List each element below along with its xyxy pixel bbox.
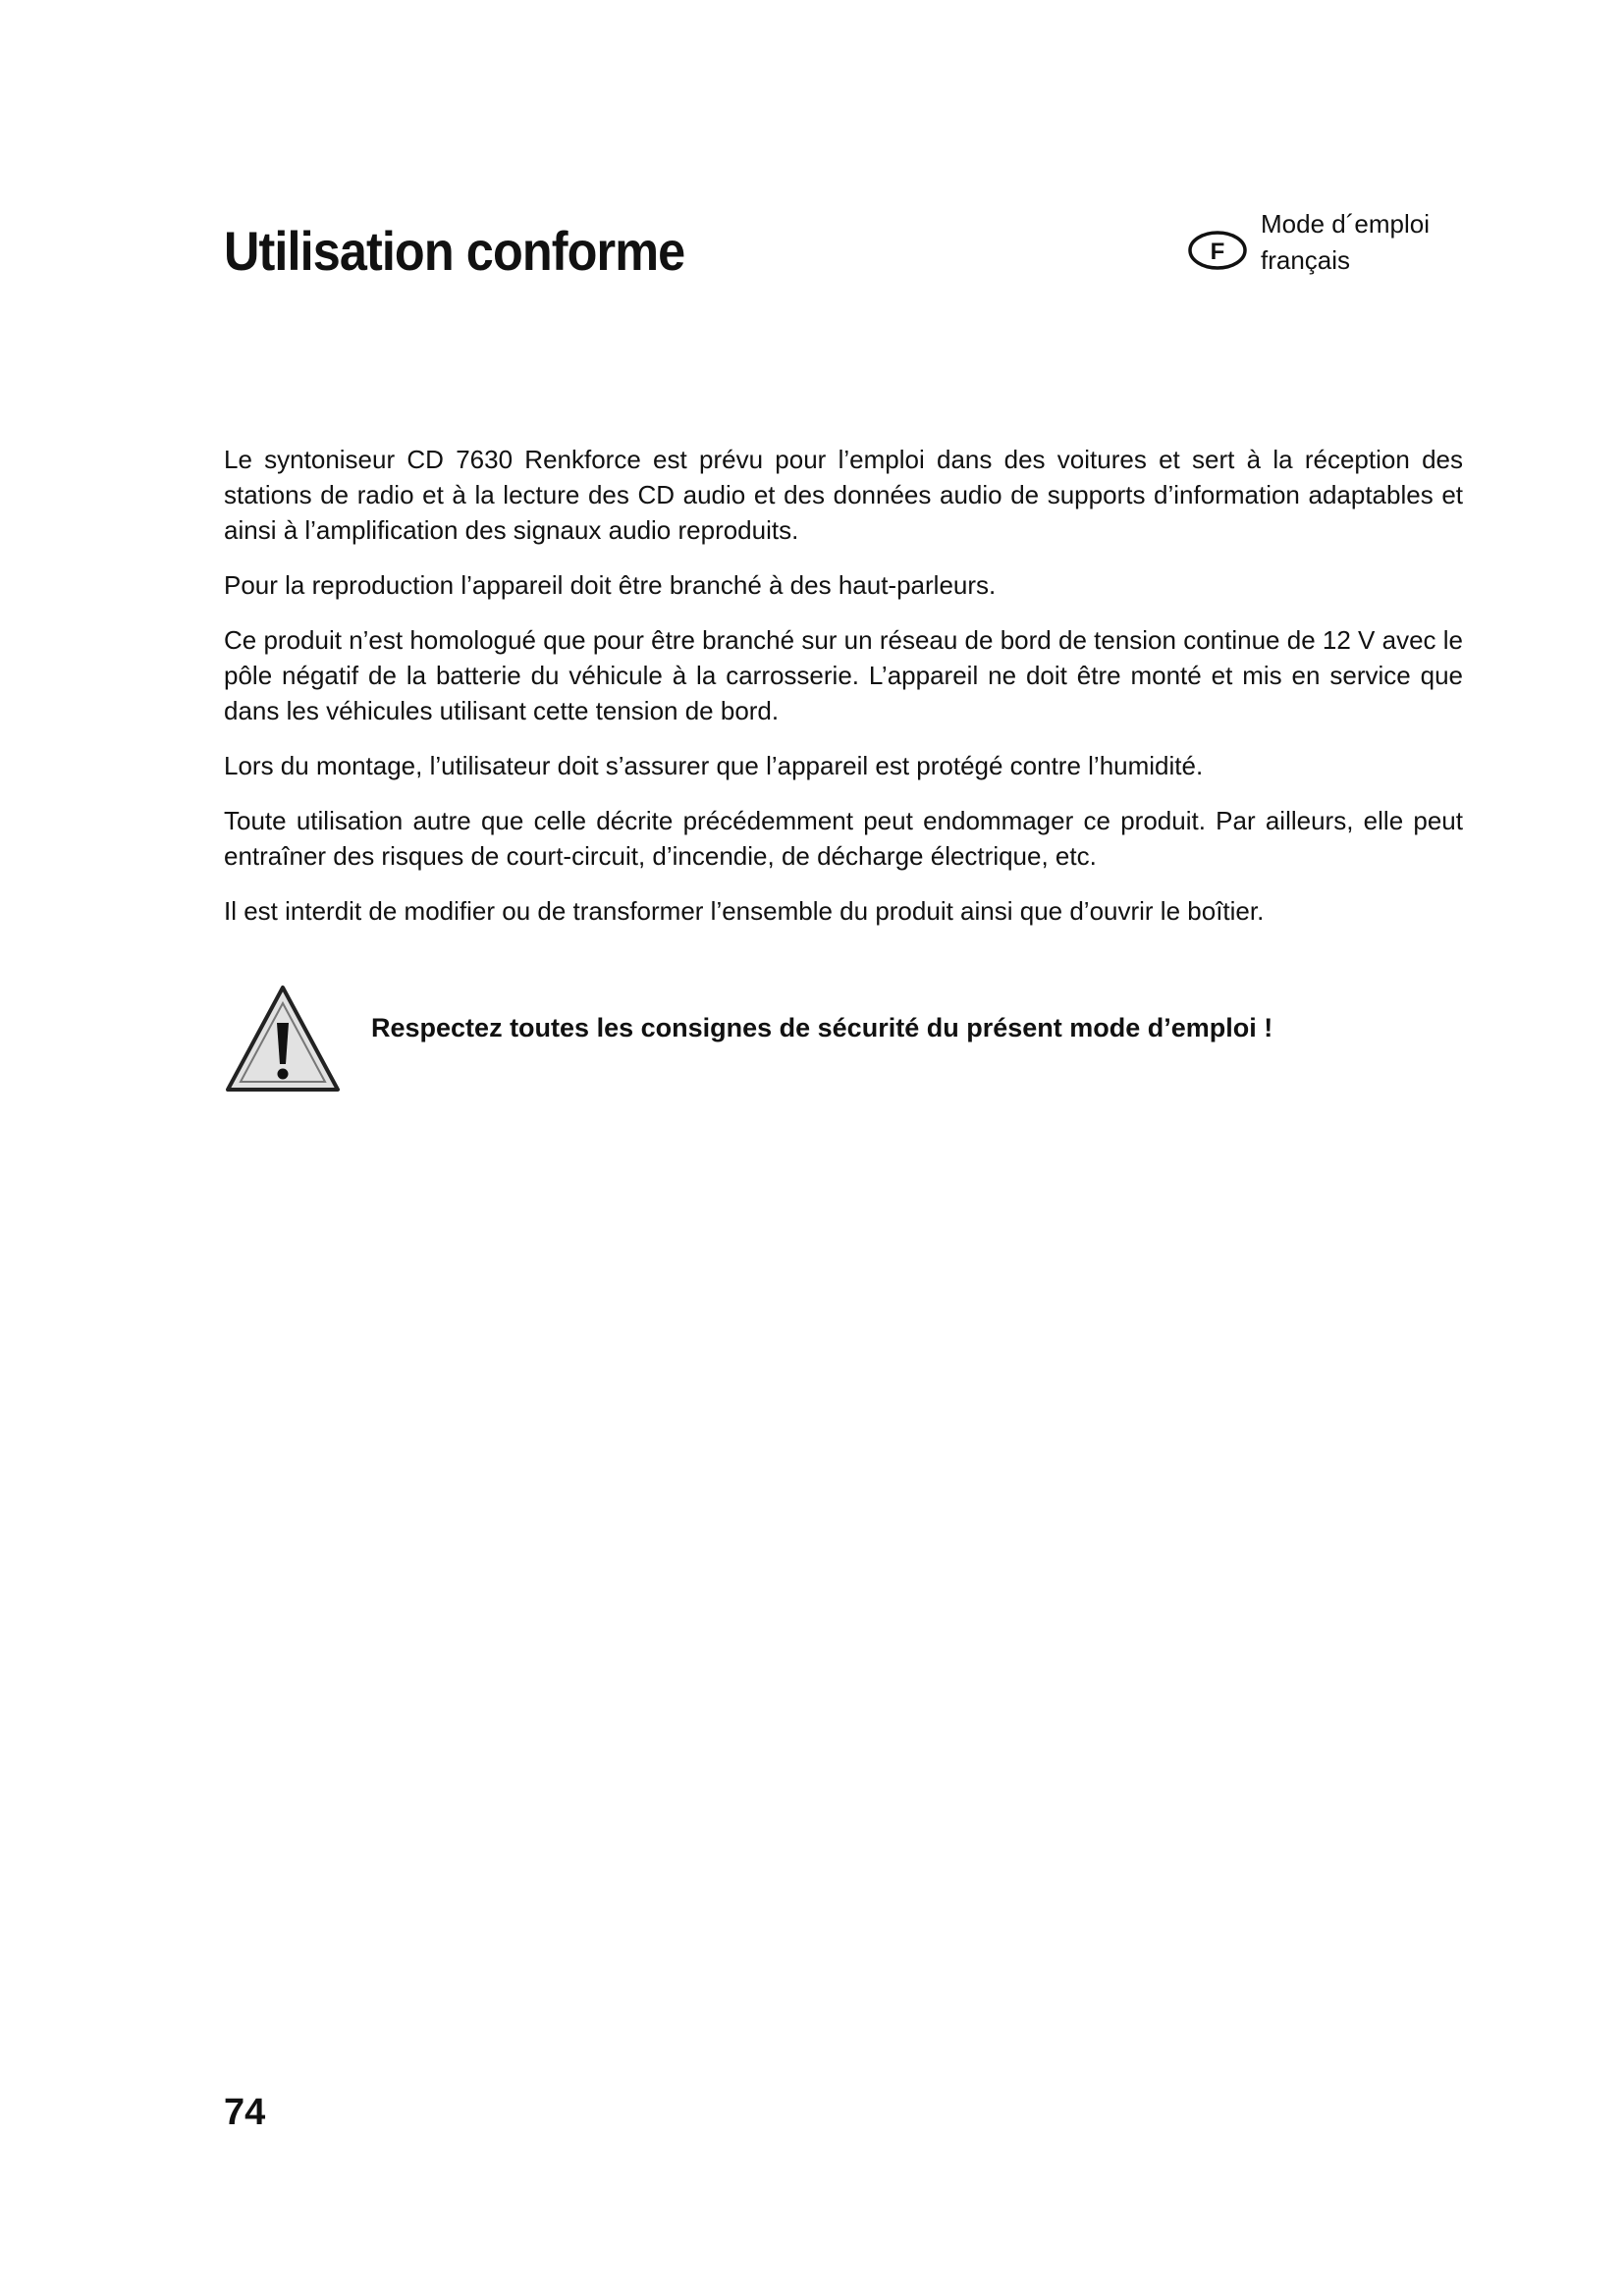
language-badge <box>1186 209 1430 279</box>
paragraph-speakers: Pour la reproduction l’appareil doit être branché à des haut-parleurs. <box>224 570 997 600</box>
paragraph-humidity: Lors du montage, l’utilisateur doit s’assurer que l’appareil est protégé contre l’humidité. <box>224 751 1204 780</box>
language-label <box>1261 206 1430 279</box>
paragraph-modification: Il est interdit de modifier ou de transformer l’ensemble du produit ainsi que d’ouvrir le boîtier. <box>224 896 1265 926</box>
body-content <box>224 442 1463 948</box>
paragraph-intended-use: Le syntoniseur CD 7630 Renkforce est prévu pour l’emploi dans des voitures et sert à la réception des stations de radio et à la lecture des CD audio et des données audio de supports d’information adaptables et ainsi à l’amplification des signaux audio reproduits. <box>224 445 1463 545</box>
paragraph-power-supply: Ce produit n’est homologué que pour être branché sur un réseau de bord de tension continue de 12 V avec le pôle négatif de la batterie du véhicule à la carrosserie. L’appareil ne doit être monté et mis en service que dans les véhicules utilisant cette tension de bord. <box>224 625 1463 725</box>
language-letter: F <box>1210 239 1225 265</box>
paragraph-misuse: Toute utilisation autre que celle décrite précédemment peut endommager ce produit. Par ailleurs, elle peut entraîner des risques de court-circuit, d’incendie, de décharge électrique, etc. <box>224 806 1463 871</box>
warning-text: Respectez toutes les consignes de sécurité du présent mode d’emploi ! <box>371 1013 1273 1042</box>
warning-triangle-icon <box>224 982 342 1094</box>
language-label-line1: Mode d´emploi <box>1261 209 1430 239</box>
page-number: 74 <box>224 2092 266 2133</box>
language-f-icon <box>1186 224 1249 273</box>
page-title: Utilisation conforme <box>224 220 685 282</box>
language-label-line2: français <box>1261 245 1351 275</box>
safety-warning <box>224 982 1463 1099</box>
